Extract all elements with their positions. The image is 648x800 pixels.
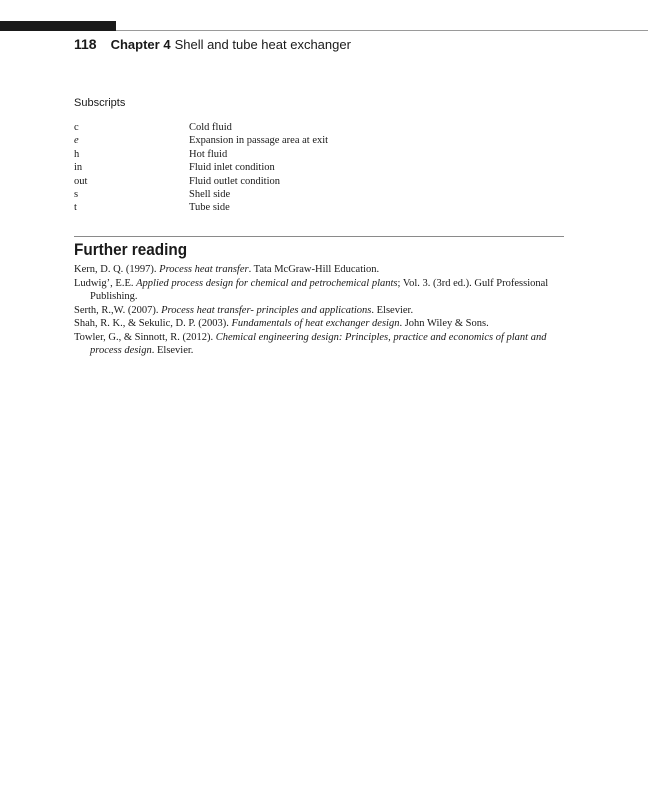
reference-authors: Shah, R. K., & Sekulic, D. P. (2003). xyxy=(74,318,232,329)
table-row xyxy=(74,201,328,214)
reference-publisher: . Elsevier. xyxy=(151,345,194,356)
reference-title: Process heat transfer- principles and applications xyxy=(161,304,372,316)
subscript-meaning: Tube side xyxy=(189,202,230,214)
table-row xyxy=(74,161,328,174)
subscripts-table xyxy=(74,121,328,215)
reference-publisher: . John Wiley & Sons. xyxy=(399,318,489,329)
subscript-symbol: c xyxy=(74,122,79,133)
further-reading-heading: Further reading xyxy=(74,240,188,259)
reference-authors: Serth, R.,W. (2007). xyxy=(74,304,162,316)
reference-item xyxy=(74,331,564,358)
chapter-title: Shell and tube heat exchanger xyxy=(174,37,351,52)
subscript-meaning: Fluid inlet condition xyxy=(189,162,275,174)
table-row xyxy=(74,188,328,201)
reference-authors: Kern, D. Q. (1997). xyxy=(74,264,160,275)
reference-publisher: ; Vol. 3. (3rd ed.). Gulf Professional Publishing. xyxy=(90,277,549,302)
reference-title: Fundamentals of heat exchanger design xyxy=(231,318,400,329)
subscript-symbol: in xyxy=(74,162,83,174)
reference-item xyxy=(74,304,564,318)
header-rule xyxy=(116,30,648,31)
subscript-meaning: Fluid outlet condition xyxy=(189,175,280,187)
subscript-meaning: Shell side xyxy=(189,188,231,200)
header-bar xyxy=(0,21,116,31)
reference-title: Applied process design for chemical and petrochemical plants xyxy=(136,277,398,289)
subscript-symbol: e xyxy=(74,135,79,147)
table-row xyxy=(74,175,328,188)
subscript-symbol: s xyxy=(74,188,79,200)
subscript-symbol: h xyxy=(74,148,80,160)
page-number: 118 xyxy=(74,36,97,52)
chapter-label: Chapter 4 xyxy=(110,37,171,52)
reference-publisher: . Elsevier. xyxy=(371,304,414,316)
reference-list xyxy=(74,263,564,358)
table-row xyxy=(74,148,328,161)
subscript-meaning: Cold fluid xyxy=(189,122,232,133)
table-row xyxy=(74,121,328,134)
running-head xyxy=(74,36,351,52)
reference-title: Chemical engineering design: Principles, practice and economics of plant and process design xyxy=(90,331,547,356)
subscript-meaning: Expansion in passage area at exit xyxy=(189,135,329,147)
subscript-symbol: out xyxy=(74,175,88,187)
subscript-meaning: Hot fluid xyxy=(189,148,228,160)
subscript-symbol: t xyxy=(74,202,77,214)
reference-authors: Towler, G., & Sinnott, R. (2012). xyxy=(74,331,216,343)
reference-publisher: . Tata McGraw-Hill Education. xyxy=(248,264,380,275)
reference-item xyxy=(74,263,564,277)
reference-item xyxy=(74,277,564,304)
reference-authors: Ludwig’, E.E. xyxy=(74,277,137,289)
subscripts-heading: Subscripts xyxy=(74,97,126,109)
reference-item xyxy=(74,317,564,331)
table-row xyxy=(74,134,328,147)
section-divider xyxy=(74,236,564,237)
reference-title: Process heat transfer xyxy=(159,264,249,275)
